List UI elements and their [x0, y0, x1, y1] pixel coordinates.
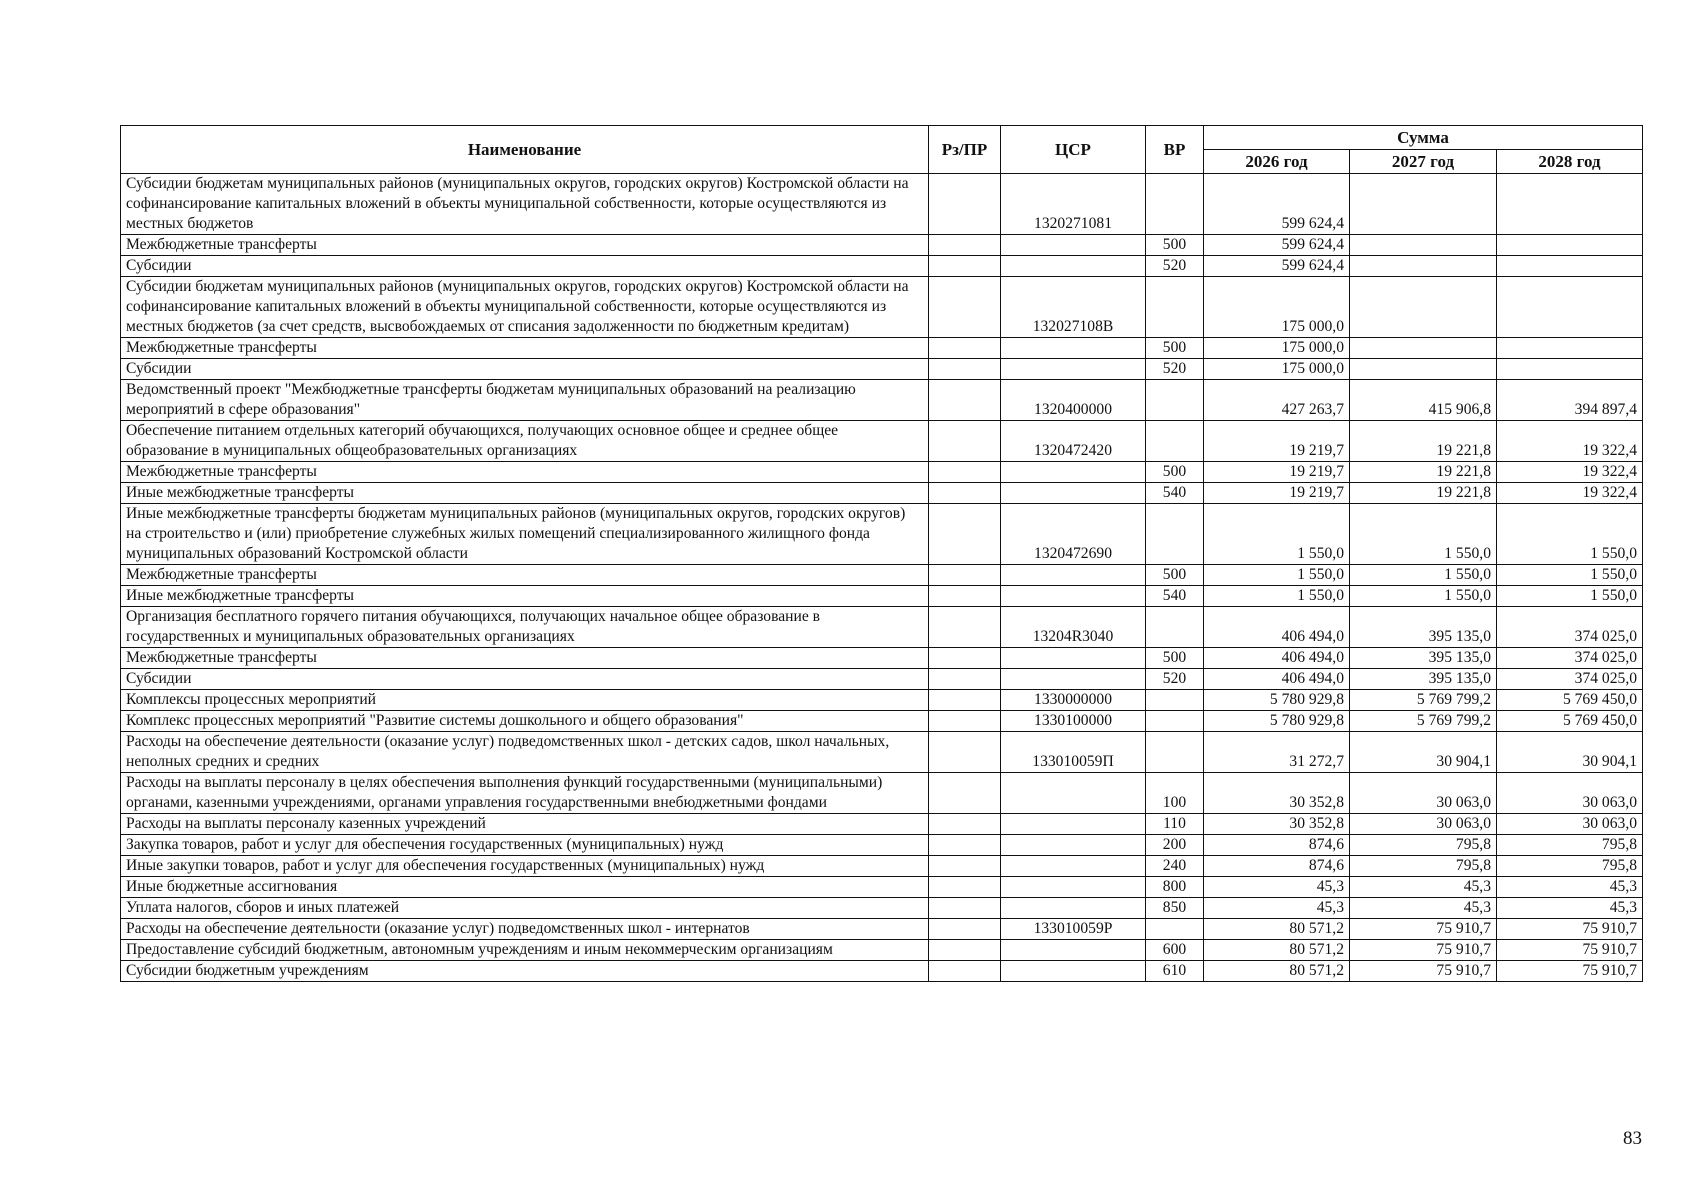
cell-2027: 395 135,0: [1350, 607, 1497, 648]
cell-csr: 1330100000: [1001, 711, 1146, 732]
cell-2026: 5 780 929,8: [1204, 711, 1350, 732]
cell-2028: [1497, 359, 1643, 380]
cell-vr: 500: [1146, 338, 1204, 359]
cell-csr: [1001, 898, 1146, 919]
table-row: [121, 919, 1643, 940]
cell-2028: 19 322,4: [1497, 462, 1643, 483]
cell-2028: 45,3: [1497, 898, 1643, 919]
cell-2028: [1497, 277, 1643, 338]
cell-2026: 19 219,7: [1204, 462, 1350, 483]
table-row: [121, 277, 1643, 338]
budget-table: [120, 125, 1643, 982]
cell-csr: [1001, 648, 1146, 669]
cell-2027: 415 906,8: [1350, 380, 1497, 421]
table-row: [121, 380, 1643, 421]
cell-2027: 75 910,7: [1350, 961, 1497, 982]
cell-2026: 45,3: [1204, 877, 1350, 898]
cell-csr: [1001, 462, 1146, 483]
cell-rzpr: [929, 421, 1001, 462]
cell-csr: [1001, 338, 1146, 359]
cell-vr: [1146, 421, 1204, 462]
cell-2027: [1350, 359, 1497, 380]
table-row: [121, 773, 1643, 814]
cell-name: Ведомственный проект "Межбюджетные трансферты бюджетам муниципальных образований на реализацию мероприятий в сфере образования": [121, 380, 929, 421]
cell-2028: 30 904,1: [1497, 732, 1643, 773]
cell-csr: [1001, 940, 1146, 961]
cell-name: Межбюджетные трансферты: [121, 338, 929, 359]
cell-name: Расходы на обеспечение деятельности (оказание услуг) подведомственных школ - интернатов: [121, 919, 929, 940]
cell-2028: 1 550,0: [1497, 586, 1643, 607]
cell-name: Субсидии бюджетам муниципальных районов (муниципальных округов, городских округов) Костромской области на софинансирование капитальных вложений в объекты муниципальной собственности, которые осуществляются из местных бюджетов (за счет средств, высвобождаемых от списания задолженности по бюджетным кредитам): [121, 277, 929, 338]
cell-vr: [1146, 690, 1204, 711]
table-header: [121, 126, 1643, 174]
cell-rzpr: [929, 690, 1001, 711]
cell-2028: 30 063,0: [1497, 814, 1643, 835]
cell-2026: 406 494,0: [1204, 648, 1350, 669]
cell-2027: [1350, 256, 1497, 277]
cell-2027: 1 550,0: [1350, 565, 1497, 586]
cell-name: Иные межбюджетные трансферты бюджетам муниципальных районов (муниципальных округов, городских округов) на строительство и (или) приобретение служебных жилых помещений специализированного жилищного фонда муниципальных образований Костромской области: [121, 504, 929, 565]
cell-rzpr: [929, 711, 1001, 732]
table-row: [121, 359, 1643, 380]
cell-2027: 5 769 799,2: [1350, 690, 1497, 711]
cell-2027: 795,8: [1350, 835, 1497, 856]
cell-2027: 795,8: [1350, 856, 1497, 877]
table-row: [121, 711, 1643, 732]
cell-vr: [1146, 380, 1204, 421]
cell-2027: 395 135,0: [1350, 669, 1497, 690]
cell-csr: [1001, 835, 1146, 856]
cell-2026: 80 571,2: [1204, 961, 1350, 982]
cell-vr: 500: [1146, 565, 1204, 586]
cell-csr: [1001, 961, 1146, 982]
cell-name: Межбюджетные трансферты: [121, 648, 929, 669]
cell-name: Межбюджетные трансферты: [121, 462, 929, 483]
cell-2028: 5 769 450,0: [1497, 690, 1643, 711]
cell-2028: [1497, 174, 1643, 235]
cell-csr: 133010059Р: [1001, 919, 1146, 940]
cell-name: Субсидии: [121, 256, 929, 277]
cell-2028: 1 550,0: [1497, 565, 1643, 586]
table-row: [121, 504, 1643, 565]
cell-2027: 75 910,7: [1350, 919, 1497, 940]
table-row: [121, 669, 1643, 690]
cell-2028: 75 910,7: [1497, 940, 1643, 961]
cell-rzpr: [929, 380, 1001, 421]
cell-2028: [1497, 256, 1643, 277]
cell-2027: 19 221,8: [1350, 462, 1497, 483]
cell-2027: 1 550,0: [1350, 504, 1497, 565]
cell-csr: 13204R3040: [1001, 607, 1146, 648]
cell-2028: 30 063,0: [1497, 773, 1643, 814]
cell-2028: 75 910,7: [1497, 961, 1643, 982]
cell-2027: 19 221,8: [1350, 483, 1497, 504]
header-year-2028: 2028 год: [1497, 150, 1643, 174]
cell-vr: 540: [1146, 483, 1204, 504]
cell-vr: [1146, 607, 1204, 648]
cell-rzpr: [929, 961, 1001, 982]
cell-2026: 45,3: [1204, 898, 1350, 919]
header-name: Наименование: [121, 126, 929, 174]
cell-2028: 45,3: [1497, 877, 1643, 898]
table-row: [121, 462, 1643, 483]
header-sum: Сумма: [1204, 126, 1643, 150]
cell-rzpr: [929, 586, 1001, 607]
cell-vr: [1146, 277, 1204, 338]
cell-name: Обеспечение питанием отдельных категорий обучающихся, получающих основное общее и среднее общее образование в муниципальных общеобразовательных организациях: [121, 421, 929, 462]
cell-2028: 5 769 450,0: [1497, 711, 1643, 732]
cell-csr: [1001, 483, 1146, 504]
cell-2027: 395 135,0: [1350, 648, 1497, 669]
cell-name: Субсидии бюджетным учреждениям: [121, 961, 929, 982]
cell-csr: [1001, 669, 1146, 690]
cell-2026: 874,6: [1204, 856, 1350, 877]
cell-rzpr: [929, 919, 1001, 940]
table-row: [121, 835, 1643, 856]
cell-2026: 1 550,0: [1204, 504, 1350, 565]
cell-2026: 874,6: [1204, 835, 1350, 856]
table-row: [121, 898, 1643, 919]
cell-2027: 19 221,8: [1350, 421, 1497, 462]
cell-2026: 175 000,0: [1204, 277, 1350, 338]
cell-rzpr: [929, 648, 1001, 669]
table-row: [121, 483, 1643, 504]
cell-name: Комплексы процессных мероприятий: [121, 690, 929, 711]
table-row: [121, 690, 1643, 711]
cell-vr: 100: [1146, 773, 1204, 814]
cell-name: Субсидии бюджетам муниципальных районов (муниципальных округов, городских округов) Костромской области на софинансирование капитальных вложений в объекты муниципальной собственности, которые осуществляются из местных бюджетов: [121, 174, 929, 235]
table-row: [121, 961, 1643, 982]
header-vr: ВР: [1146, 126, 1204, 174]
cell-csr: [1001, 359, 1146, 380]
cell-name: Расходы на обеспечение деятельности (оказание услуг) подведомственных школ - детских садов, школ начальных, неполных средних и средних: [121, 732, 929, 773]
header-csr: ЦСР: [1001, 126, 1146, 174]
cell-vr: 850: [1146, 898, 1204, 919]
cell-2027: 75 910,7: [1350, 940, 1497, 961]
cell-csr: [1001, 586, 1146, 607]
cell-vr: 200: [1146, 835, 1204, 856]
cell-csr: 1330000000: [1001, 690, 1146, 711]
cell-rzpr: [929, 483, 1001, 504]
cell-name: Иные закупки товаров, работ и услуг для обеспечения государственных (муниципальных) нужд: [121, 856, 929, 877]
cell-vr: 110: [1146, 814, 1204, 835]
cell-2028: 75 910,7: [1497, 919, 1643, 940]
cell-name: Субсидии: [121, 669, 929, 690]
cell-2026: 1 550,0: [1204, 586, 1350, 607]
cell-csr: [1001, 256, 1146, 277]
cell-csr: [1001, 814, 1146, 835]
cell-2028: 19 322,4: [1497, 483, 1643, 504]
cell-2027: [1350, 235, 1497, 256]
cell-vr: 800: [1146, 877, 1204, 898]
cell-vr: [1146, 919, 1204, 940]
cell-2027: 5 769 799,2: [1350, 711, 1497, 732]
cell-2028: 374 025,0: [1497, 607, 1643, 648]
cell-2027: 30 063,0: [1350, 773, 1497, 814]
cell-2027: 30 904,1: [1350, 732, 1497, 773]
table-row: [121, 235, 1643, 256]
header-year-2026: 2026 год: [1204, 150, 1350, 174]
cell-2026: 599 624,4: [1204, 174, 1350, 235]
cell-2026: 19 219,7: [1204, 483, 1350, 504]
cell-vr: [1146, 711, 1204, 732]
table-row: [121, 256, 1643, 277]
header-rzpr: Рз/ПР: [929, 126, 1001, 174]
cell-csr: 133010059П: [1001, 732, 1146, 773]
cell-name: Межбюджетные трансферты: [121, 235, 929, 256]
cell-csr: 1320400000: [1001, 380, 1146, 421]
cell-name: Расходы на выплаты персоналу в целях обеспечения выполнения функций государственными (муниципальными) органами, казенными учреждениями, органами управления государственными внебюджетными фондами: [121, 773, 929, 814]
table-row: [121, 421, 1643, 462]
cell-vr: 500: [1146, 462, 1204, 483]
cell-2028: 394 897,4: [1497, 380, 1643, 421]
cell-2027: [1350, 277, 1497, 338]
cell-2027: 1 550,0: [1350, 586, 1497, 607]
cell-2027: [1350, 174, 1497, 235]
cell-csr: 1320472420: [1001, 421, 1146, 462]
cell-csr: [1001, 235, 1146, 256]
table-row: [121, 732, 1643, 773]
table-body: [121, 174, 1643, 982]
cell-rzpr: [929, 856, 1001, 877]
cell-2026: 30 352,8: [1204, 814, 1350, 835]
table-row: [121, 586, 1643, 607]
cell-csr: [1001, 565, 1146, 586]
cell-rzpr: [929, 940, 1001, 961]
cell-name: Межбюджетные трансферты: [121, 565, 929, 586]
cell-2028: 795,8: [1497, 835, 1643, 856]
table-row: [121, 174, 1643, 235]
cell-rzpr: [929, 669, 1001, 690]
cell-2026: 80 571,2: [1204, 940, 1350, 961]
cell-2027: 45,3: [1350, 877, 1497, 898]
table-row: [121, 940, 1643, 961]
cell-rzpr: [929, 877, 1001, 898]
cell-name: Субсидии: [121, 359, 929, 380]
cell-2026: 30 352,8: [1204, 773, 1350, 814]
header-year-2027: 2027 год: [1350, 150, 1497, 174]
cell-name: Закупка товаров, работ и услуг для обеспечения государственных (муниципальных) нужд: [121, 835, 929, 856]
cell-csr: [1001, 877, 1146, 898]
cell-2028: [1497, 235, 1643, 256]
cell-name: Предоставление субсидий бюджетным, автономным учреждениям и иным некоммерческим организациям: [121, 940, 929, 961]
table-row: [121, 607, 1643, 648]
cell-rzpr: [929, 174, 1001, 235]
page-number: 83: [1623, 1128, 1642, 1149]
cell-vr: 500: [1146, 235, 1204, 256]
cell-rzpr: [929, 504, 1001, 565]
cell-rzpr: [929, 773, 1001, 814]
cell-vr: 520: [1146, 359, 1204, 380]
cell-2027: 45,3: [1350, 898, 1497, 919]
cell-2028: 374 025,0: [1497, 648, 1643, 669]
cell-2028: 374 025,0: [1497, 669, 1643, 690]
cell-vr: [1146, 732, 1204, 773]
cell-rzpr: [929, 814, 1001, 835]
cell-vr: 610: [1146, 961, 1204, 982]
cell-csr: [1001, 856, 1146, 877]
cell-2026: 175 000,0: [1204, 359, 1350, 380]
cell-vr: 500: [1146, 648, 1204, 669]
cell-2028: 1 550,0: [1497, 504, 1643, 565]
cell-rzpr: [929, 235, 1001, 256]
cell-2026: 175 000,0: [1204, 338, 1350, 359]
cell-vr: 520: [1146, 669, 1204, 690]
cell-name: Комплекс процессных мероприятий "Развитие системы дошкольного и общего образования": [121, 711, 929, 732]
cell-name: Уплата налогов, сборов и иных платежей: [121, 898, 929, 919]
cell-2026: 599 624,4: [1204, 235, 1350, 256]
cell-csr: [1001, 773, 1146, 814]
cell-name: Иные межбюджетные трансферты: [121, 483, 929, 504]
cell-2028: 795,8: [1497, 856, 1643, 877]
cell-2027: [1350, 338, 1497, 359]
cell-2026: 31 272,7: [1204, 732, 1350, 773]
cell-2026: 1 550,0: [1204, 565, 1350, 586]
cell-2027: 30 063,0: [1350, 814, 1497, 835]
cell-2026: 406 494,0: [1204, 607, 1350, 648]
cell-rzpr: [929, 898, 1001, 919]
cell-rzpr: [929, 835, 1001, 856]
cell-name: Иные межбюджетные трансферты: [121, 586, 929, 607]
cell-2028: [1497, 338, 1643, 359]
cell-name: Организация бесплатного горячего питания обучающихся, получающих начальное общее образование в государственных и муниципальных образовательных организациях: [121, 607, 929, 648]
cell-2026: 427 263,7: [1204, 380, 1350, 421]
cell-vr: 540: [1146, 586, 1204, 607]
cell-2026: 599 624,4: [1204, 256, 1350, 277]
cell-name: Расходы на выплаты персоналу казенных учреждений: [121, 814, 929, 835]
cell-rzpr: [929, 462, 1001, 483]
cell-rzpr: [929, 338, 1001, 359]
cell-rzpr: [929, 256, 1001, 277]
table-row: [121, 648, 1643, 669]
cell-rzpr: [929, 607, 1001, 648]
cell-rzpr: [929, 732, 1001, 773]
table-row: [121, 877, 1643, 898]
cell-vr: 520: [1146, 256, 1204, 277]
cell-2026: 80 571,2: [1204, 919, 1350, 940]
cell-vr: [1146, 504, 1204, 565]
cell-2028: 19 322,4: [1497, 421, 1643, 462]
table-row: [121, 856, 1643, 877]
cell-csr: 132027108В: [1001, 277, 1146, 338]
table-row: [121, 565, 1643, 586]
cell-csr: 1320271081: [1001, 174, 1146, 235]
cell-rzpr: [929, 565, 1001, 586]
cell-name: Иные бюджетные ассигнования: [121, 877, 929, 898]
cell-2026: 5 780 929,8: [1204, 690, 1350, 711]
cell-rzpr: [929, 277, 1001, 338]
cell-vr: 600: [1146, 940, 1204, 961]
cell-2026: 19 219,7: [1204, 421, 1350, 462]
cell-vr: 240: [1146, 856, 1204, 877]
cell-csr: 1320472690: [1001, 504, 1146, 565]
table-row: [121, 814, 1643, 835]
cell-rzpr: [929, 359, 1001, 380]
cell-vr: [1146, 174, 1204, 235]
cell-2026: 406 494,0: [1204, 669, 1350, 690]
table-row: [121, 338, 1643, 359]
